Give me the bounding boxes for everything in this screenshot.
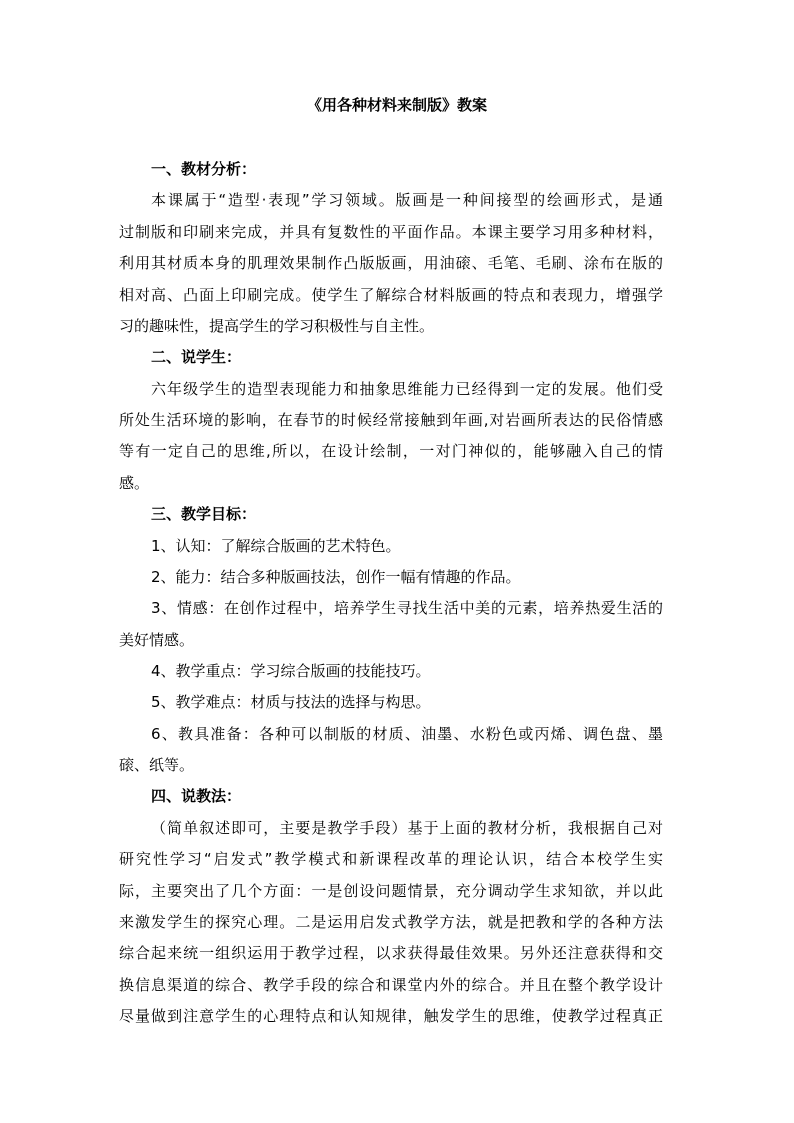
paragraph-line: 习的趣味性，提高学生的学习积极性与自主性。: [119, 317, 435, 335]
list-item: 6、教具准备：各种可以制版的材质、油墨、水粉色或丙烯、调色盘、墨: [151, 725, 663, 743]
paragraph-line: 换信息渠道的综合、教学手段的综合和课堂内外的综合。并且在整个教学设计: [119, 976, 663, 994]
paragraph-line: 磙、纸等。: [119, 756, 195, 774]
paragraph-line: 感。: [119, 474, 150, 492]
list-item: 1、认知：了解综合版画的艺术特色。: [151, 537, 401, 555]
paragraph-line: 六年级学生的造型表现能力和抽象思维能力已经得到一定的发展。他们受: [151, 380, 663, 398]
paragraph-line: 所处生活环境的影响，在春节的时候经常接触到年画,对岩画所表达的民俗情感: [119, 411, 663, 429]
paragraph-line: （简单叙述即可，主要是教学手段）基于上面的教材分析，我根据自己对: [151, 819, 663, 837]
list-item: 3、情感：在创作过程中，培养学生寻找生活中美的元素，培养热爱生活的: [151, 599, 663, 617]
paragraph-line: 尽量做到注意学生的心理特点和认知规律，触发学生的思维，使教学过程真正: [119, 1007, 663, 1025]
paragraph-line: 际，主要突出了几个方面：一是创设问题情景，充分调动学生求知欲，并以此: [119, 882, 663, 900]
paragraph-line: 综合起来统一组织运用于教学过程，以求获得最佳效果。另外还注意获得和交: [119, 944, 663, 962]
paragraph-line: 等有一定自己的思维,所以，在设计绘制，一对门神似的，能够融入自己的情: [119, 442, 663, 460]
paragraph-line: 过制版和印刷来完成，并具有复数性的平面作品。本课主要学习用多种材料，: [119, 223, 663, 241]
list-item: 5、教学难点：材质与技法的选择与构思。: [151, 693, 431, 711]
paragraph-line: 美好情感。: [119, 631, 195, 649]
paragraph-line: 本课属于“造型·表现”学习领域。版画是一种间接型的绘画形式，是通: [151, 191, 663, 209]
section-heading-students: 二、说学生：: [151, 348, 242, 366]
paragraph-line: 利用其材质本身的肌理效果制作凸版版画，用油磙、毛笔、毛刷、涂布在版的: [119, 254, 663, 272]
section-heading-teaching-methods: 四、说教法：: [151, 787, 242, 805]
section-heading-textbook-analysis: 一、教材分析：: [151, 160, 257, 178]
paragraph-line: 来激发学生的探究心理。二是运用启发式教学方法，就是把教和学的各种方法: [119, 913, 663, 931]
paragraph-line: 相对高、凸面上印刷完成。使学生了解综合材料版画的特点和表现力，增强学: [119, 286, 663, 304]
section-heading-teaching-goals: 三、教学目标：: [151, 505, 257, 523]
document-title: 《用各种材料来制版》教案: [306, 96, 487, 114]
list-item: 4、教学重点：学习综合版画的技能技巧。: [151, 662, 431, 680]
paragraph-line: 研究性学习“启发式”教学模式和新课程改革的理论认识，结合本校学生实: [119, 850, 663, 868]
list-item: 2、能力：结合多种版画技法，创作一幅有情趣的作品。: [151, 568, 521, 586]
